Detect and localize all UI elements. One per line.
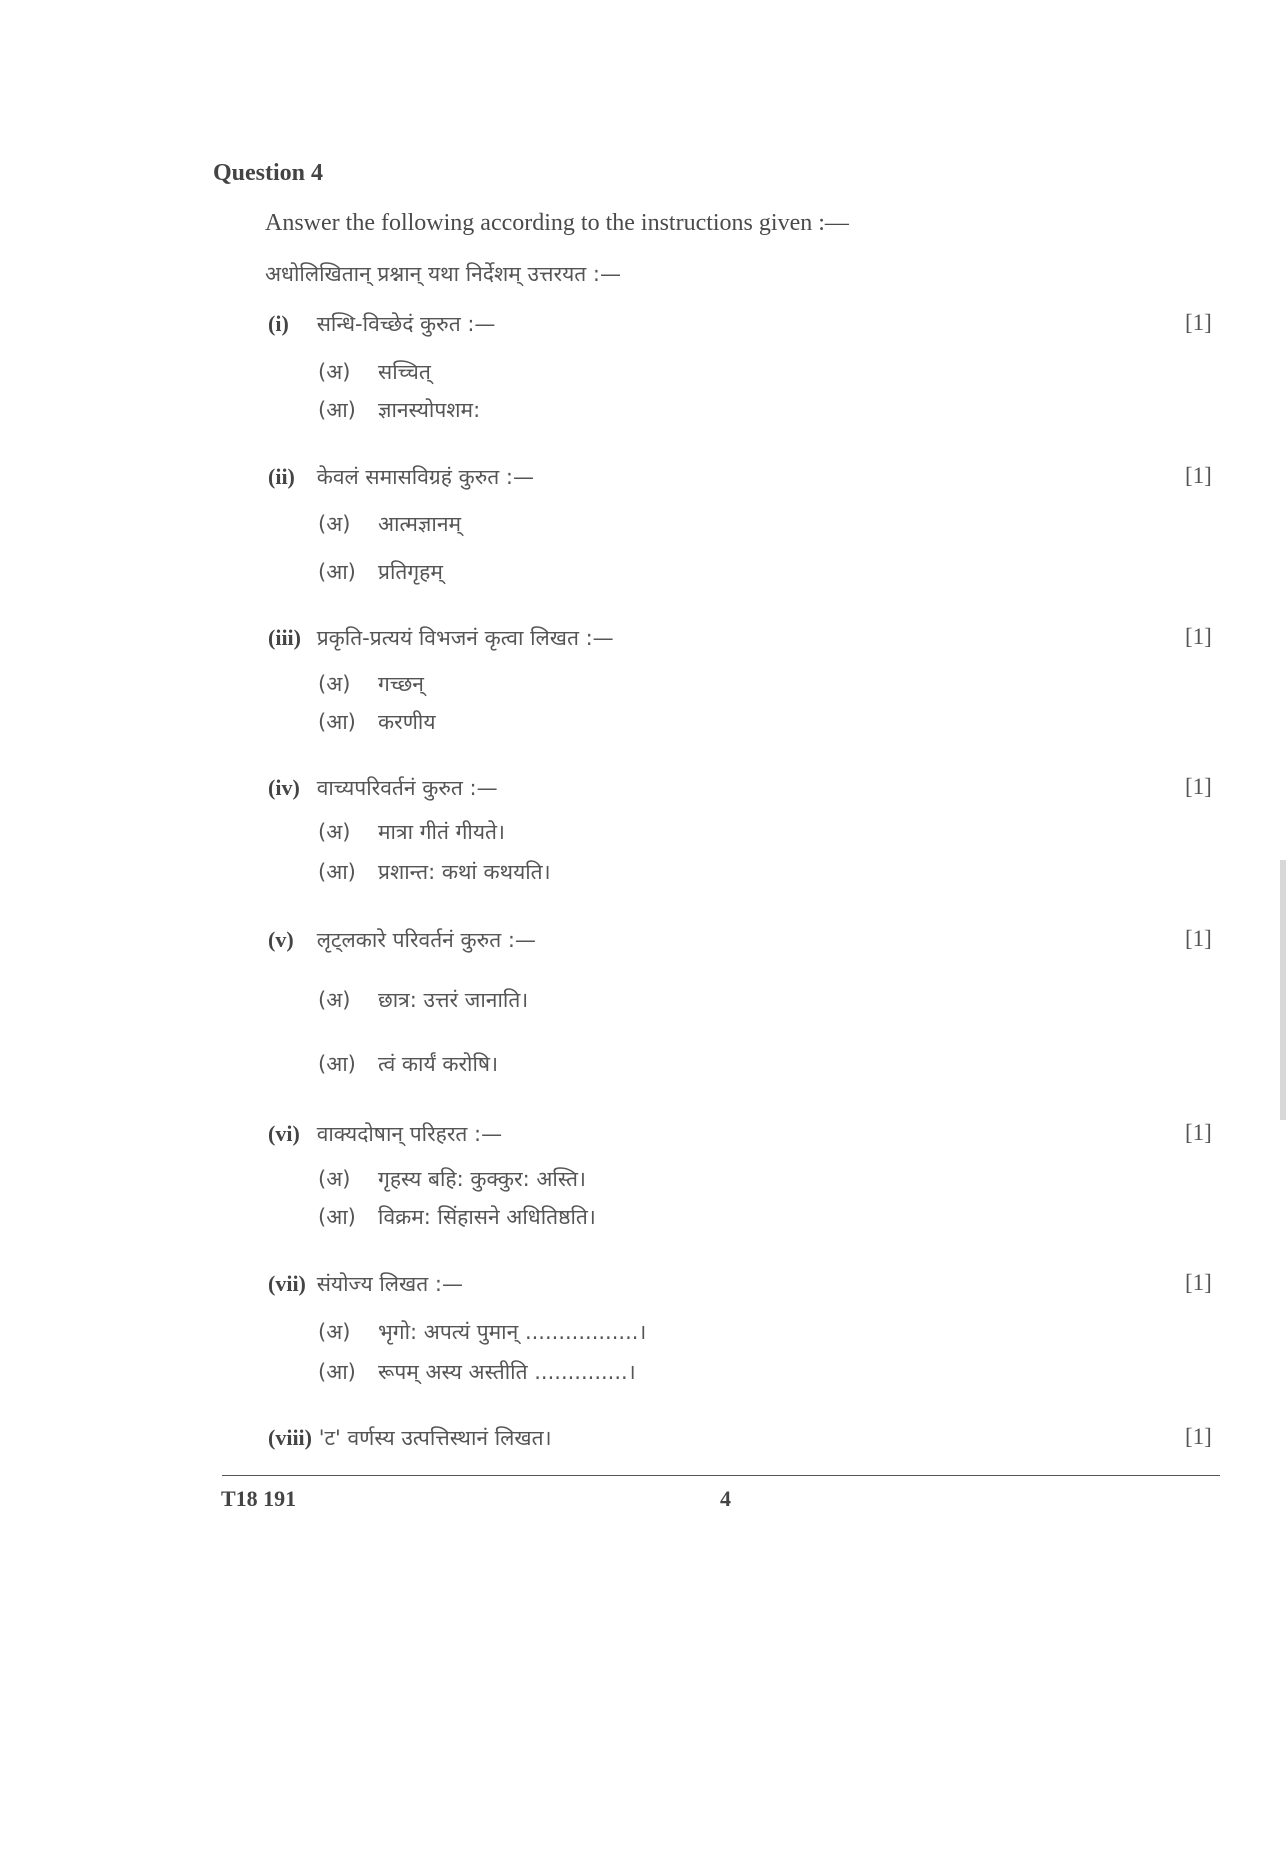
item-heading (268, 1424, 552, 1452)
sub-text: त्वं कार्यं करोषि। (378, 1052, 499, 1076)
item-mark: [1] (1185, 926, 1212, 951)
sub-label: (अ) (318, 360, 351, 384)
sub-part (318, 1203, 596, 1231)
sub-text: मात्रा गीतं गीयते। (378, 820, 505, 844)
sub-label: (आ) (318, 860, 356, 884)
sub-part (318, 986, 528, 1014)
sub-label: (आ) (318, 1360, 356, 1384)
sub-label: (अ) (318, 1167, 351, 1191)
sub-part (318, 396, 480, 424)
sub-part (318, 708, 436, 736)
item-text: 'ट' वर्णस्य उत्पत्तिस्थानं लिखत। (318, 1426, 552, 1450)
sub-part (318, 818, 505, 846)
item-heading (268, 1270, 463, 1298)
sub-part (318, 670, 424, 698)
sub-text: भृगो: अपत्यं पुमान् .................। (378, 1320, 647, 1344)
sub-text: प्रतिगृहम् (378, 560, 443, 584)
item-heading (268, 463, 534, 491)
item-number: (iv) (268, 775, 300, 800)
item-number: (ii) (268, 464, 295, 489)
item-mark: [1] (1185, 1120, 1212, 1145)
item-mark: [1] (1185, 1270, 1212, 1295)
sub-label: (आ) (318, 560, 356, 584)
sub-label: (आ) (318, 1052, 356, 1076)
sub-part (318, 1358, 636, 1386)
sub-part (318, 858, 551, 886)
sub-text: गच्छन् (378, 672, 424, 696)
sub-text: करणीय (378, 710, 436, 734)
sub-part (318, 358, 431, 386)
sub-text: विक्रम: सिंहासने अधितिष्ठति। (378, 1205, 596, 1229)
sub-label: (अ) (318, 672, 351, 696)
sub-label: (अ) (318, 512, 351, 536)
item-text: सन्धि-विच्छेदं कुरुत :— (316, 312, 496, 336)
sub-text: आत्मज्ञानम् (378, 512, 462, 536)
sub-text: प्रशान्त: कथां कथयति। (378, 860, 551, 884)
item-text: संयोज्य लिखत :— (316, 1272, 463, 1296)
item-mark: [1] (1185, 774, 1212, 799)
sub-label: (अ) (318, 1320, 351, 1344)
item-text: वाच्यपरिवर्तनं कुरुत :— (316, 776, 498, 800)
sub-text: गृहस्य बहि: कुक्कुर: अस्ति। (378, 1167, 586, 1191)
paper-code: T18 191 (221, 1486, 297, 1511)
page-number: 4 (720, 1486, 731, 1511)
sub-part (318, 1318, 646, 1346)
item-number: (vii) (268, 1271, 306, 1296)
item-text: केवलं समासविग्रहं कुरुत :— (316, 465, 534, 489)
item-text: लृट्लकारे परिवर्तनं कुरुत :— (316, 928, 536, 952)
item-number: (iii) (268, 625, 301, 650)
item-text: वाक्यदोषान् परिहरत :— (316, 1122, 503, 1146)
item-mark: [1] (1185, 310, 1212, 335)
sub-label: (अ) (318, 988, 351, 1012)
item-heading (268, 774, 498, 802)
sub-label: (आ) (318, 398, 356, 422)
item-heading (268, 310, 495, 338)
sub-text: छात्र: उत्तरं जानाति। (378, 988, 529, 1012)
sub-text: ज्ञानस्योपशम: (378, 398, 481, 422)
sub-text: रूपम् अस्य अस्तीति ..............। (378, 1360, 636, 1384)
instruction-sanskrit: अधोलिखितान् प्रश्नान् यथा निर्देशम् उत्तरयत :— (265, 262, 621, 286)
sub-text: सच्चित् (378, 360, 431, 384)
sub-part (318, 1165, 586, 1193)
sub-label: (आ) (318, 1205, 356, 1229)
sub-label: (अ) (318, 820, 351, 844)
item-heading (268, 926, 536, 954)
sub-part (318, 558, 443, 586)
footer-divider (222, 1475, 1220, 1476)
item-heading (268, 624, 614, 652)
item-number: (viii) (268, 1425, 312, 1450)
item-number: (i) (268, 311, 289, 336)
item-mark: [1] (1185, 1424, 1212, 1449)
item-number: (v) (268, 927, 294, 952)
item-text: प्रकृति-प्रत्ययं विभजनं कृत्वा लिखत :— (316, 626, 614, 650)
scan-edge-shadow (1280, 860, 1286, 1120)
item-mark: [1] (1185, 463, 1212, 488)
item-mark: [1] (1185, 624, 1212, 649)
item-number: (vi) (268, 1121, 300, 1146)
question-title: Question 4 (213, 160, 324, 186)
item-heading (268, 1120, 502, 1148)
sub-part (318, 510, 461, 538)
instruction-english: Answer the following according to the instructions given :— (265, 210, 849, 236)
sub-part (318, 1050, 498, 1078)
sub-label: (आ) (318, 710, 356, 734)
